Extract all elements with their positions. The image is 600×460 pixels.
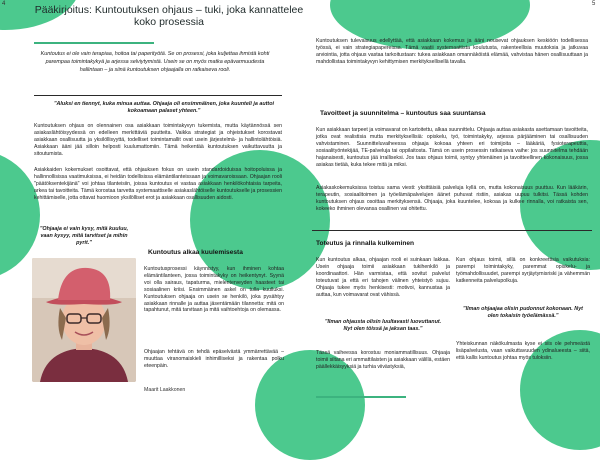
section-listening-paragraph-1: Kuntoutusprosessi käynnistyy, kun ihminen kohtaa elämäntilanteen, jossa toimintakyky on heikentynyt. Syynä voi olla sairaus, tapaturma, mielenterveyden haasteet tai sosiaalinen kriisi. Ensimmäinen askel on tulla kuulluksi. Kuntoutuksen ohjaaja on usein se henkilö, joka pysähtyy asiakkaan rinnalle ja auttaa jäsentämään tilannetta: mitä on tapahtunut, mitä tarvitaan ja mitä vaihtoehtoja on olemassa. (144, 266, 284, 314)
pull-quote-2: "Ohjaaja ei vain kysy, mitä kuuluu, vaan kysyy, mitä tarvitset ja mihin pyrit." (39, 226, 129, 247)
section-heading-implementation: Toteutus ja rinnalla kulkeminen (316, 240, 415, 247)
left-paragraph-1: Kuntoutuksen ohjaus on olennainen osa asiakkaan toimintakyvyn tukemista, mutta käytännössä sen asiakaslähtöisyydessä on edelleen merkittäviä puutteita. Vaikka strategiat ja ohjeistukset korostavat asiakkaan osallisuutta ja yksilöllisyyttä, todelliset toimintamallit ovat usein järjestelmä- ja hallintolähtöisiä. Asiakkaan ääni jää silloin helposti kuulumattomiin. Tämä heikentää kuntoutuksen vaikuttavuutta ja sitoutumista. (34, 123, 282, 157)
section-goals-paragraph-1: Kun asiakkaan tarpeet ja voimavarat on kartoitettu, alkaa suunnittelu. Ohjaaja auttaa asiakasta asettamaan tavoitteita, jotka ovat realistisia mutta merkityksellisiä: opiskelu, työ, toimintakyky, arjessa pärjääminen tai osallisuuden vahvistaminen. Suunnitteluvaiheessa ohjaaja kokoaa yhteen eri toimijoita – lääkäriä, fysioterapeuttia, sosiaalityöntekijää, TE-palveluja tai oppilaitosta. Tämä on usein prosessin ratkaiseva vaihe: jos suunnitelma tehdään hajanaisesti, kuntoutus jää irralliseksi. Jos taas ohjaus toimii, syntyy yhtenäinen ja tavoitteellinen kokonaisuus, jossa asiakas tietää, kuka tekee mitä ja miksi. (316, 127, 588, 168)
title-accent-bar (34, 42, 154, 44)
pull-quote-1: "Aluksi en tiennyt, kuka minua auttaa. Ohjaaja oli ensimmäinen, joka kuunteli ja auttoi kokoamaan palaset yhteen." (53, 101, 275, 115)
pull-quote-4: "Ilman ohjaajaa olisin pudonnut kokonaan. Nyt olen tokaisin työelämässä." (463, 306, 583, 320)
section-implementation-paragraph-1: Kun kuntoutus alkaa, ohjaajan rooli ei suinkaan lakkaa. Usein ohjaaja toimii asiakkaan tukihenkilö ja koordinaattori. Hän varmistaa, että sovitut palvelut toteutuvat ja että eri tahojen välinen yhteistyö sujuu. Ohjaaja tukee myös henkisesti: motivoi, kannustaa ja auttaa, kun voimavarat ovat vähissä. (316, 257, 450, 298)
section-goals-paragraph-2: Asiakaskokemuksissa toistuu sama viesti: yksittäisiä palveluja kyllä on, mutta kokonaisuus puuttuu. Kun lääkärin, terapeutin, sosiaalitoimen ja työelämäpalvelujen äänet puhuvat ristiin, asiakas uupuu tulkitsi. Tässä kohden kuntoutuksen ohjaus osoittaa merkityksensä. Ohjaaja, joka kuuntelee, kokoaa ja kulkee rinnalla, voi ratkaista sen, kokeeko ihminen olevansa osallinen vai ohitettu. (316, 185, 588, 212)
section-heading-listening: Kuntoutus alkaa kuulemisesta (148, 249, 243, 256)
section-impact-paragraph-2: Yhteiskunnan näkökulmasta kyse ei siis ole pehmeästä lisäpalvelusta, vaan vaikuttavuuden ydinalueesta – siitä, että kallis kuntoutus johtaa myös tuloksiin. (456, 341, 590, 361)
photo-caption: Maarit Laakkonen (144, 387, 186, 393)
portrait-illustration (32, 258, 136, 382)
divider (34, 95, 282, 96)
portrait-photo (32, 258, 136, 382)
section-heading-goals: Tavoitteet ja suunnitelma – kuntoutus saa suuntansa (320, 110, 486, 117)
footer-accent-bar (316, 396, 406, 398)
page-title: Pääkirjoitus: Kuntoutuksen ohjaus – tuki, joka kannattelee koko prosessia (34, 4, 304, 28)
section-impact-paragraph-1: Kun ohjaus toimii, sillä on konkreettisia vaikutuksia: parempi toimintakyky, paremmat opiskelu- ja työmahdollisuudet, parempi syrjäytymisriski ja vähemmän katkenneita palvelupolkuja. (456, 257, 590, 284)
section-implementation-paragraph-2: Tässä vaiheessa korostuu moniammatillisuus. Ohjaaja toimii siltana eri ammattilaisten ja asiakkaan välillä, estäen päällekkäisyyksiä ja turhia viivästyksiä, (316, 350, 450, 370)
section-listening-paragraph-2: Ohjaajan tehtävä on tehdä epäselvästä ymmärrettävää – muuttaa viranomaiskieli inhimilliseksi ja rakentaa polku eteenpäin. (144, 349, 284, 369)
pull-quote-3: "Ilman ohjausta olisin luultavasti luovuttanut. Nyt olen töissä ja jaksan taas." (324, 319, 442, 333)
page-number-left: 4 (2, 1, 6, 7)
left-paragraph-2: Asiakkaiden kokemukset osoittavat, että ohjauksen fokus on usein standardoiduissa hoitopoluissa ja hallinnollisissa vaatimuksissa, ei heidän todellisissa elämäntilanteissaan ja voimavaroissaan. Ohjaajan rooli "päätöksentekijänä" voi johtaa tilanteisiin, joissa kuntoutus ei vastaa asiakkaan henkilökohtaisia tarpeita, arkea tai tavoitteita. Tämä korostaa tarvetta systemaattiselle asiakaslähtöiselle kuntoutukselle ja prosessien kehittämiselle, jotta ottavat huomioon yksilölliset erot ja asiakkaan osallisuuden aidosti. (34, 167, 282, 201)
right-intro-paragraph: Kuntoutuksen tulevaisuus edellyttää, että asiakkaan kokemus ja ääni nousevat ohjauksen keskiöön todellisessa työssä, ei vain strategiapapereissa. Tämä vaatii systemaattista koulutusta, rakenteellisia muutoksia ja jatkuvaa arviointia, jotta ohjaus vastaa tarkoitustaan: tukea asiakkaan omannäköistä elämää, vahvistaa hänen osallisuuttaan ja mahdollistaa toimintakyvyn kehittymisen merkityksellisellä tavalla. (316, 38, 588, 65)
divider-right (312, 230, 592, 231)
intro-paragraph: Kuntoutus ei ole vain terapiaa, hoitoa tai paperityötä. Se on prosessi, joka kuljettaa ihmistä kohti parempaa toimintakykyä ja arjessa selviytymistä. Usein se on myös matka epävarmuudesta hallintaan – ja siinä kuntoutuksen ohjaajalla on ratkaiseva rooli. (40, 51, 270, 73)
page-number-right: 5 (592, 1, 596, 7)
